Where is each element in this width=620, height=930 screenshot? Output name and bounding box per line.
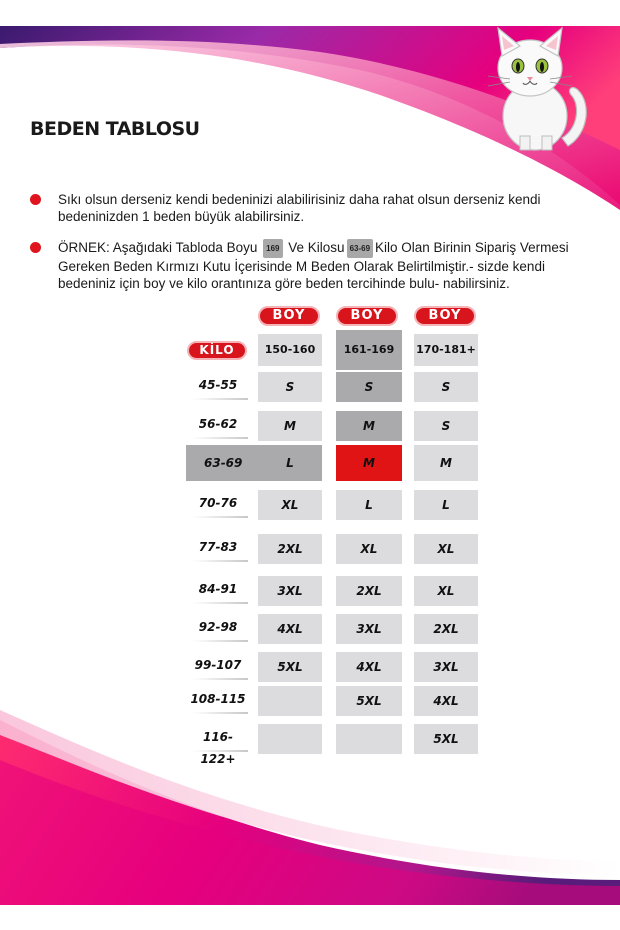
row-underline	[192, 437, 248, 439]
size-cell: 4XL	[336, 652, 402, 682]
weight-range-label	[188, 654, 248, 676]
red-bullet-icon	[30, 242, 41, 253]
size-cell	[258, 724, 322, 754]
size-cell: S	[414, 411, 478, 441]
note-text: Sıkı olsun derseniz kendi bedeninizi alabilirisiniz daha rahat olsun derseniz kendi bedeninizden 1 beden büyük alabilirsiniz.	[58, 192, 541, 224]
weight-range-text: 77-83	[198, 540, 238, 554]
size-cell: 4XL	[414, 686, 478, 716]
red-bullet-icon	[30, 194, 41, 205]
size-cell: M	[336, 411, 402, 441]
row-underline	[192, 678, 248, 680]
size-cell: 5XL	[414, 724, 478, 754]
row-underline	[192, 640, 248, 642]
size-cell	[336, 724, 402, 754]
weight-range-text: 70-76	[198, 496, 238, 510]
size-cell	[258, 686, 322, 716]
weight-range-label	[188, 413, 248, 435]
weight-range-text: 99-107	[194, 658, 242, 672]
size-cell: 5XL	[336, 686, 402, 716]
height-range-header: 170-181+	[414, 334, 478, 366]
weight-range-text: 63-69	[204, 456, 243, 470]
row-underline	[192, 602, 248, 604]
page-title: BEDEN TABLOSU	[30, 118, 200, 140]
size-cell: 2XL	[258, 534, 322, 564]
weight-range-text: 116-122+	[200, 730, 236, 766]
boy-badge: BOY	[336, 306, 398, 326]
weight-range-label	[188, 374, 248, 396]
weight-range-text: 84-91	[198, 582, 238, 596]
size-cell: L	[258, 445, 322, 481]
size-cell: L	[414, 490, 478, 520]
row-underline	[192, 516, 248, 518]
size-cell: 2XL	[414, 614, 478, 644]
example-part-2: Ve Kilosu	[288, 240, 345, 255]
size-cell: 3XL	[258, 576, 322, 606]
weight-range-text: 108-115	[190, 692, 246, 706]
height-range-header: 150-160	[258, 334, 322, 366]
size-cell: L	[336, 490, 402, 520]
weight-range-text: 45-55	[198, 378, 238, 392]
size-cell: XL	[336, 534, 402, 564]
size-cell-highlighted: M	[336, 445, 402, 481]
row-underline	[192, 712, 248, 714]
size-cell: M	[414, 445, 478, 481]
weight-range-text: 56-62	[198, 417, 238, 431]
size-cell: 3XL	[414, 652, 478, 682]
weight-range-label	[188, 726, 248, 766]
weight-tag: 63-69	[347, 239, 373, 258]
size-cell: 5XL	[258, 652, 322, 682]
example-part-3: Kilo Olan Birinin Sipariş Vermesi Gereken Beden Kırmızı Kutu İçerisinde M Beden Olarak Belirtilmiştir.- sizde kendi bedeniniz için boy ve kilo orantınıza göre beden tercihinde bulu- nabilirsiniz.	[58, 240, 569, 291]
white-cat-icon	[480, 24, 590, 154]
size-cell: XL	[414, 576, 478, 606]
row-underline	[192, 398, 248, 400]
boy-badge: BOY	[414, 306, 476, 326]
note-example	[30, 239, 590, 292]
weight-range-label	[188, 578, 248, 600]
size-cell: S	[414, 372, 478, 402]
size-cell: XL	[414, 534, 478, 564]
size-cell: S	[336, 372, 402, 402]
size-cell: 2XL	[336, 576, 402, 606]
size-cell: M	[258, 411, 322, 441]
row-underline	[192, 560, 248, 562]
weight-range-text: 92-98	[198, 620, 238, 634]
kilo-badge: KİLO	[187, 341, 247, 360]
weight-range-label	[188, 492, 248, 514]
size-cell: XL	[258, 490, 322, 520]
size-cell: 3XL	[336, 614, 402, 644]
size-cell: 4XL	[258, 614, 322, 644]
note-text	[30, 239, 590, 292]
size-cell: S	[258, 372, 322, 402]
height-range-header: 161-169	[336, 330, 402, 370]
example-part-1: ÖRNEK: Aşağıdaki Tabloda Boyu	[58, 240, 258, 255]
row-underline	[192, 750, 248, 752]
weight-range-label	[188, 536, 248, 558]
weight-range-label	[188, 616, 248, 638]
boy-badge: BOY	[258, 306, 320, 326]
height-tag: 169	[263, 239, 282, 258]
note-comfort-fit	[30, 191, 590, 225]
weight-range-label	[188, 688, 248, 710]
